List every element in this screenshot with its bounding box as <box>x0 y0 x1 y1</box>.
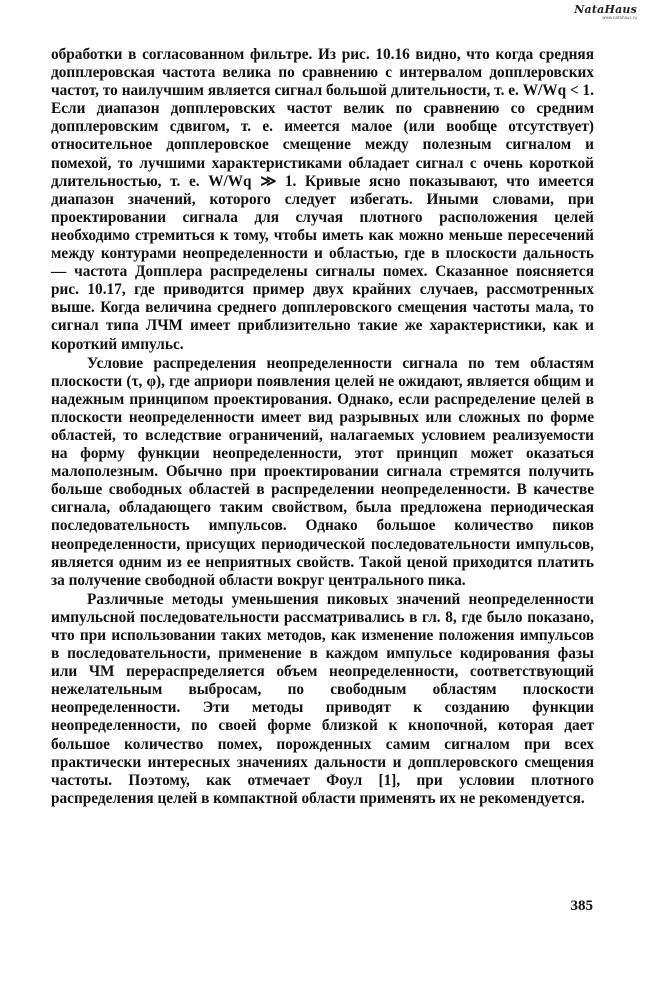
watermark-name: NataHaus <box>574 3 637 16</box>
watermark-logo <box>574 4 637 20</box>
paragraph-2: Условие распределения неопределенности сигнала по тем областям плоскости (τ, φ), где априори появления целей не ожидают, является общим и надежным принципом проектирования. Однако, если распределение целей в плоскости неопределенности имеет вид разрывных или сложных по форме областей, то вследствие ограничений, налагаемых условием реализуемости на форму функции неопределенности, этот принцип может оказаться малополезным. Обычно при проектировании сигнала стремятся получить больше свободных областей в распределении неопределенности. В качестве сигнала, обладающего таким свойством, была предложена периодическая последовательность импульсов. Однако большое количество пиков неопределенности, присущих периодической последовательности импульсов, является одним из ее неприятных свойств. Такой ценой приходится платить за получение свободной области вокруг центрального пика. <box>51 354 594 589</box>
paragraph-1: обработки в согласованном фильтре. Из рис. 10.16 видно, что когда средняя допплеровская частота велика по сравнению с интервалом допплеровских частот, то наилучшим является сигнал большой длительности, т. е. W/Wq < 1. Если диапазон допплеровских частот велик по сравнению со средним допплеровским сдвигом, т. е. имеется малое (или вообще отсутствует) относительное допплеровское смещение между полезным сигналом и помехой, то лучшими характеристиками обладает сигнал с очень короткой длительностью, т. е. W/Wq ≫ 1. Кривые ясно показывают, что имеется диапазон значений, которого следует избегать. Иными словами, при проектировании сигнала для случая плотного расположения целей необходимо стремиться к тому, чтобы иметь как можно меньше пересечений между контурами неопределенности и областью, где в плоскости дальность — частота Допплера распределены сигналы помех. Сказанное поясняется рис. 10.17, где приводится пример двух крайних случаев, рассмотренных выше. Когда величина среднего допплеровского смещения частоты мала, то сигнал типа ЛЧМ имеет приблизительно такие же характеристики, как и короткий импульс. <box>51 46 594 353</box>
watermark-tagline: www.natahaus.ru <box>602 15 637 20</box>
page-body <box>51 46 594 808</box>
paragraph-3: Различные методы уменьшения пиковых значений неопределенности импульсной последовательности рассматривались в гл. 8, где было показано, что при использовании таких методов, как изменение положения импульсов в последовательности, применение в каждом импульсе кодирования фазы или ЧМ перераспределяется объем неопределенности, соответствующий нежелательным выбросам, по свободным областям плоскости неопределенности. Эти методы приводят к созданию функции неопределенности, по своей форме близкой к кнопочной, которая дает большое количество помех, порожденных самим сигналом при всех практически интересных значениях дальности и допплеровского смещения частоты. Поэтому, как отмечает Фоул [1], при условии плотного распределения целей в компактной области применять их не рекомендуется. <box>51 590 594 807</box>
page-number: 385 <box>570 898 593 914</box>
